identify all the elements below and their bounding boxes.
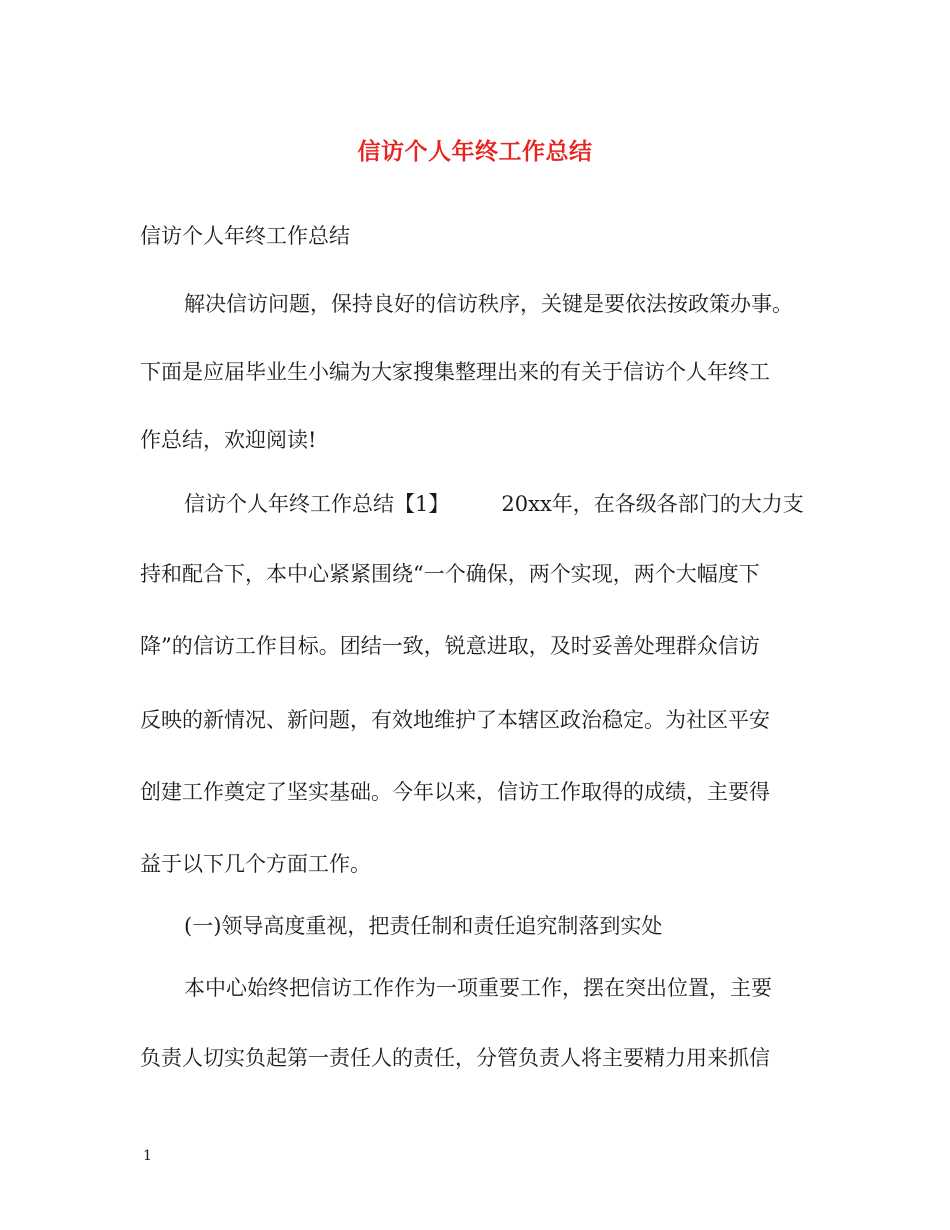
paragraph-line: 创建工作奠定了坚实基础。今年以来，信访工作取得的成绩，主要得 — [140, 780, 770, 804]
page-number: 1 — [143, 1148, 152, 1164]
document-title: 信访个人年终工作总结 — [357, 138, 593, 165]
paragraph-line: 降”的信访工作目标。团结一致，锐意进取，及时妥善处理群众信访 — [140, 634, 760, 658]
paragraph-text: 20xx年，在各级各部门的大力支 — [501, 492, 804, 516]
paragraph-line: 本中心始终把信访工作作为一项重要工作，摆在突出位置，主要 — [184, 976, 772, 1000]
paragraph-line: 下面是应届毕业生小编为大家搜集整理出来的有关于信访个人年终工 — [140, 360, 770, 384]
paragraph-line: 解决信访问题，保持良好的信访秩序，关键是要依法按政策办事。 — [184, 292, 793, 316]
paragraph-line: 负责人切实负起第一责任人的责任，分管负责人将主要精力用来抓信 — [140, 1046, 770, 1070]
paragraph-line: 反映的新情况、新问题，有效地维护了本辖区政治稳定。为社区平安 — [140, 708, 770, 732]
paragraph-line — [184, 490, 804, 518]
document-heading: 信访个人年终工作总结 — [140, 224, 350, 248]
paragraph-line: 益于以下几个方面工作。 — [140, 852, 371, 876]
section-heading: 信访个人年终工作总结【1】 — [184, 492, 450, 516]
subsection-heading: (一)领导高度重视，把责任制和责任追究制落到实处 — [184, 914, 663, 938]
paragraph-line: 持和配合下，本中心紧紧围绕“一个确保，两个实现，两个大幅度下 — [140, 562, 760, 586]
paragraph-line: 作总结，欢迎阅读! — [140, 428, 317, 452]
